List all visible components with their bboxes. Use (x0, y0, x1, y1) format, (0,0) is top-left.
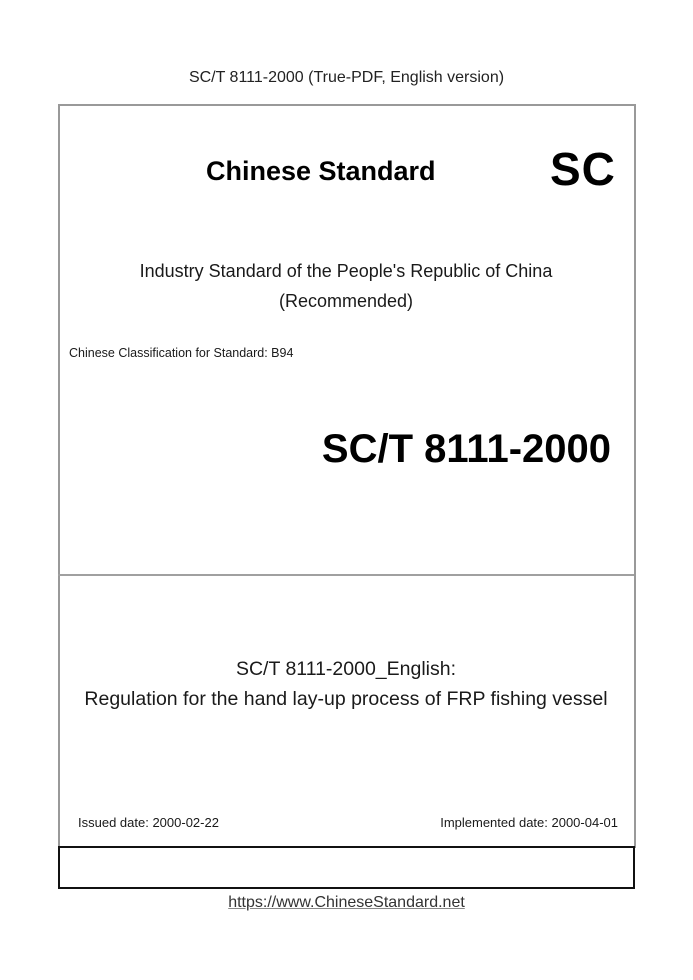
cover-footer-box (58, 846, 635, 889)
standard-number: SC/T 8111-2000 (321, 427, 611, 471)
cover-divider (58, 574, 634, 576)
classification-label: Chinese Classification for Standard: B94 (69, 346, 294, 360)
issued-date: Issued date: 2000-02-22 (78, 815, 219, 830)
doc-title-line-2: Regulation for the hand lay-up process of FRP fishing vessel (84, 688, 608, 710)
subtitle-line-2: (Recommended) (278, 291, 414, 311)
implemented-date: Implemented date: 2000-04-01 (440, 815, 618, 830)
doc-title-line-1: SC/T 8111-2000_English: (235, 658, 457, 680)
website-link[interactable]: https://www.ChineseStandard.net (228, 894, 465, 911)
cover-frame (58, 104, 636, 848)
brand-title: Chinese Standard (206, 156, 436, 186)
subtitle-line-1: Industry Standard of the People's Republic of China (139, 261, 553, 281)
page-header-title: SC/T 8111-2000 (True-PDF, English version) (188, 69, 505, 86)
brand-code: SC (550, 143, 616, 195)
